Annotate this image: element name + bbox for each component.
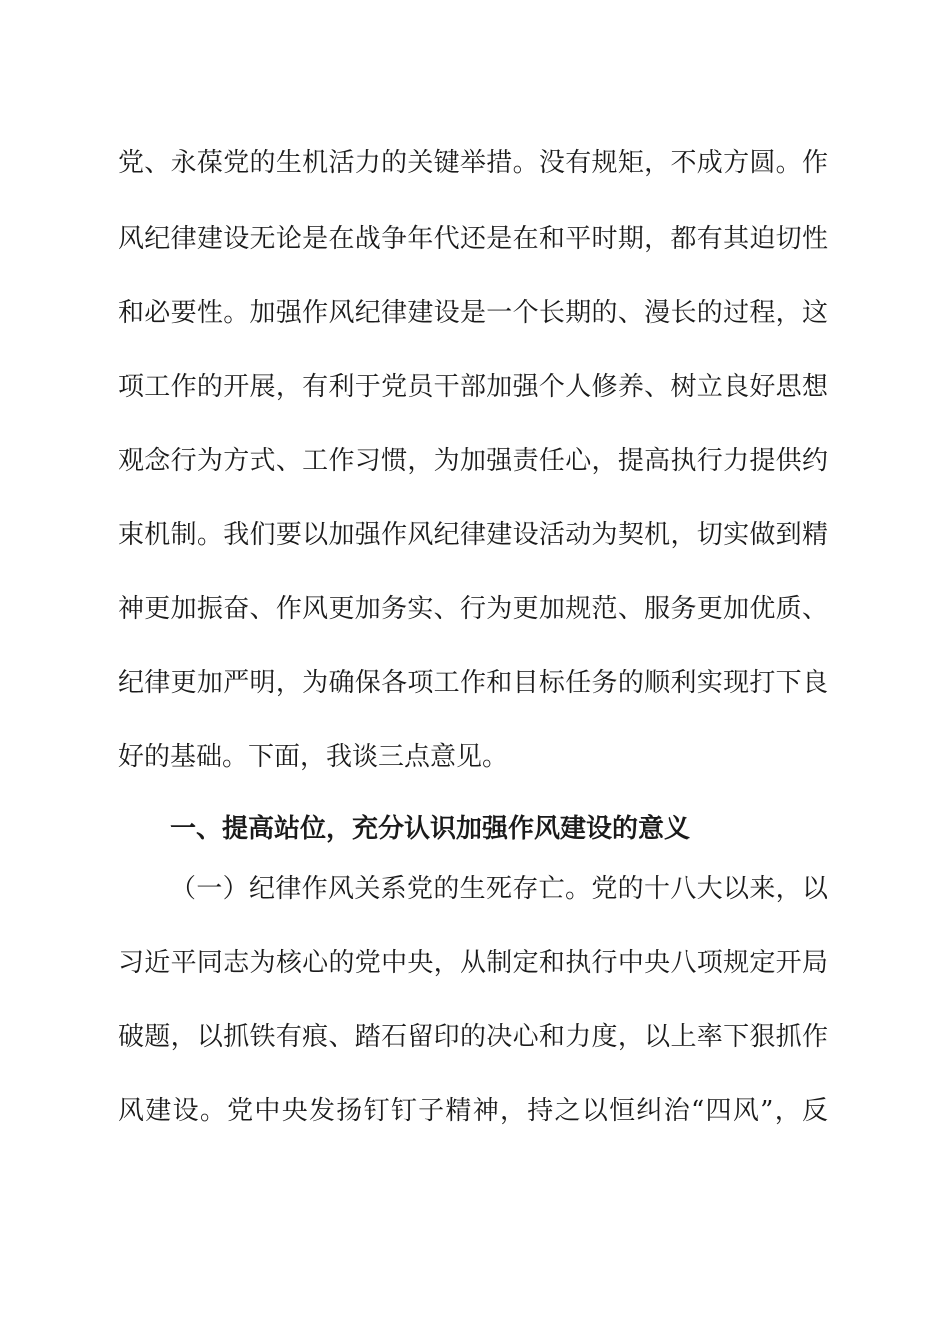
paragraph-line: 神更加振奋、作风更加务实、行为更加规范、服务更加优质、 (118, 594, 828, 624)
paragraph-line: 和必要性。加强作风纪律建设是一个长期的、漫长的过程，这 (118, 298, 828, 328)
paragraph-line: 束机制。我们要以加强作风纪律建设活动为契机，切实做到精 (118, 520, 828, 550)
paragraph-line: 好的基础。下面，我谈三点意见。 (118, 742, 509, 772)
paragraph-line: 习近平同志为核心的党中央，从制定和执行中央八项规定开局 (118, 948, 828, 978)
paragraph-line: （一）纪律作风关系党的生死存亡。党的十八大以来，以 (170, 874, 828, 904)
paragraph-line: 破题，以抓铁有痕、踏石留印的决心和力度，以上率下狠抓作 (118, 1022, 828, 1052)
section-heading: 一、提高站位，充分认识加强作风建设的意义 (170, 814, 691, 844)
paragraph-line: 观念行为方式、工作习惯，为加强责任心，提高执行力提供约 (118, 446, 828, 476)
paragraph-line: 党、永葆党的生机活力的关键举措。没有规矩，不成方圆。作 (118, 148, 828, 178)
paragraph-line: 纪律更加严明，为确保各项工作和目标任务的顺利实现打下良 (118, 668, 828, 698)
paragraph-line: 风纪律建设无论是在战争年代还是在和平时期，都有其迫切性 (118, 224, 828, 254)
paragraph-line: 风建设。党中央发扬钉钉子精神，持之以恒纠治“四风”，反 (118, 1096, 828, 1126)
paragraph-line: 项工作的开展，有利于党员干部加强个人修养、树立良好思想 (118, 372, 828, 402)
